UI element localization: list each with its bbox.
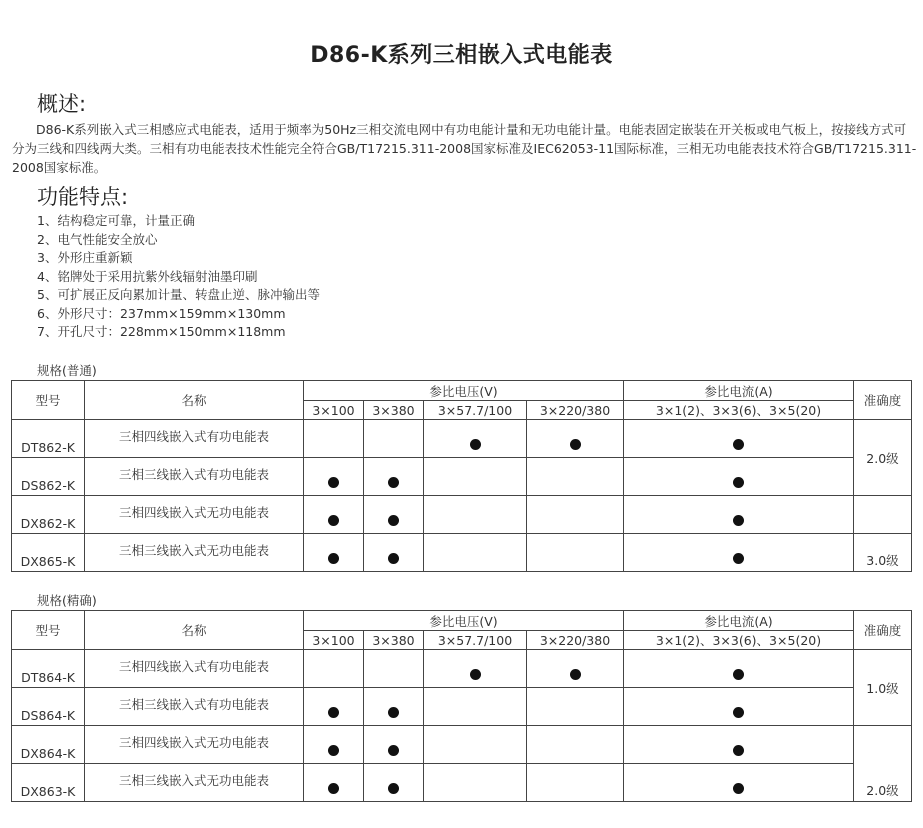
mark-cell xyxy=(364,764,424,802)
spec-normal-body xyxy=(12,420,912,572)
name-cell: 三相四线嵌入式无功电能表 xyxy=(85,496,304,534)
table-row xyxy=(12,688,912,726)
model-cell: DX862-K xyxy=(12,496,85,534)
filled-dot-icon xyxy=(570,439,581,450)
mark-cell xyxy=(304,458,364,496)
mark-cell xyxy=(527,420,624,458)
model-cell: DT862-K xyxy=(12,420,85,458)
col-header-v3: 3×57.7/100 xyxy=(424,401,527,420)
mark-cell xyxy=(624,458,854,496)
name-cell: 三相四线嵌入式有功电能表 xyxy=(85,650,304,688)
name-cell: 三相四线嵌入式无功电能表 xyxy=(85,726,304,764)
table-row xyxy=(12,458,912,496)
feature-item: 4、铭牌处于采用抗紫外线辐射油墨印刷 xyxy=(37,268,258,284)
col-header-accuracy: 准确度 xyxy=(854,611,912,650)
filled-dot-icon xyxy=(733,745,744,756)
spec-normal-caption: 规格(普通) xyxy=(37,363,97,378)
filled-dot-icon xyxy=(733,477,744,488)
model-cell: DT864-K xyxy=(12,650,85,688)
spec-precise-body xyxy=(12,650,912,802)
mark-cell xyxy=(624,764,854,802)
filled-dot-icon xyxy=(388,783,399,794)
mark-cell xyxy=(624,688,854,726)
mark-cell xyxy=(304,688,364,726)
filled-dot-icon xyxy=(328,477,339,488)
col-header-c1: 3×1(2)、3×3(6)、3×5(20) xyxy=(624,631,854,650)
mark-cell xyxy=(364,458,424,496)
filled-dot-icon xyxy=(328,707,339,718)
overview-heading: 概述: xyxy=(37,92,87,116)
filled-dot-icon xyxy=(733,669,744,680)
mark-cell xyxy=(424,726,527,764)
spec-normal-table xyxy=(11,380,912,572)
mark-cell xyxy=(304,726,364,764)
name-cell: 三相三线嵌入式无功电能表 xyxy=(85,534,304,572)
table-row xyxy=(12,650,912,688)
filled-dot-icon xyxy=(733,515,744,526)
overview-text xyxy=(12,120,917,177)
mark-cell xyxy=(527,764,624,802)
model-cell: DX863-K xyxy=(12,764,85,802)
col-header-accuracy: 准确度 xyxy=(854,381,912,420)
table-row xyxy=(12,726,912,764)
table-row xyxy=(12,764,912,802)
col-header-v3: 3×57.7/100 xyxy=(424,631,527,650)
mark-cell xyxy=(424,764,527,802)
mark-cell xyxy=(624,534,854,572)
mark-cell xyxy=(624,420,854,458)
mark-cell xyxy=(424,458,527,496)
mark-cell xyxy=(527,496,624,534)
filled-dot-icon xyxy=(388,515,399,526)
filled-dot-icon xyxy=(733,553,744,564)
feature-item: 3、外形庄重新颖 xyxy=(37,250,133,265)
name-cell: 三相三线嵌入式无功电能表 xyxy=(85,764,304,802)
mark-cell xyxy=(624,496,854,534)
filled-dot-icon xyxy=(733,439,744,450)
mark-cell xyxy=(424,534,527,572)
mark-cell xyxy=(527,688,624,726)
feature-item: 1、结构稳定可靠，计量正确 xyxy=(37,213,195,228)
col-header-v4: 3×220/380 xyxy=(527,401,624,420)
col-header-current: 参比电流(A) xyxy=(624,611,854,631)
accuracy-cell: 2.0级 xyxy=(854,726,912,802)
filled-dot-icon xyxy=(388,553,399,564)
filled-dot-icon xyxy=(328,783,339,794)
filled-dot-icon xyxy=(328,515,339,526)
spec-precise-caption: 规格(精确) xyxy=(37,593,97,608)
mark-cell xyxy=(527,726,624,764)
mark-cell xyxy=(304,650,364,688)
mark-cell xyxy=(364,534,424,572)
filled-dot-icon xyxy=(570,669,581,680)
features-list xyxy=(37,212,320,342)
filled-dot-icon xyxy=(328,553,339,564)
filled-dot-icon xyxy=(388,477,399,488)
mark-cell xyxy=(424,420,527,458)
mark-cell xyxy=(364,420,424,458)
col-header-v1: 3×100 xyxy=(304,631,364,650)
model-cell: DX864-K xyxy=(12,726,85,764)
filled-dot-icon xyxy=(388,745,399,756)
model-cell: DX865-K xyxy=(12,534,85,572)
mark-cell xyxy=(424,688,527,726)
col-header-name: 名称 xyxy=(85,611,304,650)
mark-cell xyxy=(424,496,527,534)
mark-cell xyxy=(304,496,364,534)
feature-item: 2、电气性能安全放心 xyxy=(37,231,158,247)
accuracy-cell: 3.0级 xyxy=(854,534,912,572)
mark-cell xyxy=(364,650,424,688)
mark-cell xyxy=(527,534,624,572)
col-header-v2: 3×380 xyxy=(364,631,424,650)
spec-precise-table xyxy=(11,610,912,802)
features-heading: 功能特点: xyxy=(37,185,129,209)
mark-cell xyxy=(364,726,424,764)
mark-cell xyxy=(624,650,854,688)
mark-cell xyxy=(624,726,854,764)
col-header-model: 型号 xyxy=(12,611,85,650)
col-header-v4: 3×220/380 xyxy=(527,631,624,650)
mark-cell xyxy=(527,458,624,496)
mark-cell xyxy=(424,650,527,688)
mark-cell xyxy=(364,496,424,534)
col-header-v1: 3×100 xyxy=(304,401,364,420)
filled-dot-icon xyxy=(733,707,744,718)
name-cell: 三相三线嵌入式有功电能表 xyxy=(85,458,304,496)
overview-body: D86-K系列嵌入式三相感应式电能表，适用于频率为50Hz三相交流电网中有功电能计量和无功电能计量。电能表固定嵌装在开关板或电气板上，按接线方式可分为三线和四线两大类。三相有功电能表技术性能完全符合GB/T17215.311-2008国家标准及IEC62053-11国际标准，三相无功电能表技术符合GB/T17215.311-2008国家标准。 xyxy=(12,122,917,175)
name-cell: 三相四线嵌入式有功电能表 xyxy=(85,420,304,458)
mark-cell xyxy=(304,764,364,802)
model-cell: DS864-K xyxy=(12,688,85,726)
col-header-name: 名称 xyxy=(85,381,304,420)
col-header-c1: 3×1(2)、3×3(6)、3×5(20) xyxy=(624,401,854,420)
filled-dot-icon xyxy=(328,745,339,756)
model-cell: DS862-K xyxy=(12,458,85,496)
mark-cell xyxy=(304,534,364,572)
accuracy-cell: 1.0级 xyxy=(854,650,912,726)
table-row xyxy=(12,420,912,458)
mark-cell xyxy=(364,688,424,726)
col-header-voltage: 参比电压(V) xyxy=(304,381,624,401)
col-header-current: 参比电流(A) xyxy=(624,381,854,401)
feature-item: 6、外形尺寸：237mm×159mm×130mm xyxy=(37,305,286,321)
filled-dot-icon xyxy=(470,439,481,450)
mark-cell xyxy=(527,650,624,688)
col-header-voltage: 参比电压(V) xyxy=(304,611,624,631)
filled-dot-icon xyxy=(388,707,399,718)
table-row xyxy=(12,534,912,572)
col-header-model: 型号 xyxy=(12,381,85,420)
accuracy-cell: 2.0级 xyxy=(854,420,912,496)
feature-item: 7、开孔尺寸：228mm×150mm×118mm xyxy=(37,324,286,339)
filled-dot-icon xyxy=(733,783,744,794)
table-row xyxy=(12,496,912,534)
feature-item: 5、可扩展正反向累加计量、转盘止逆、脉冲输出等 xyxy=(37,287,320,302)
accuracy-cell xyxy=(854,496,912,534)
filled-dot-icon xyxy=(470,669,481,680)
mark-cell xyxy=(304,420,364,458)
col-header-v2: 3×380 xyxy=(364,401,424,420)
page-title: D86-K系列三相嵌入式电能表 xyxy=(310,43,613,68)
name-cell: 三相三线嵌入式有功电能表 xyxy=(85,688,304,726)
